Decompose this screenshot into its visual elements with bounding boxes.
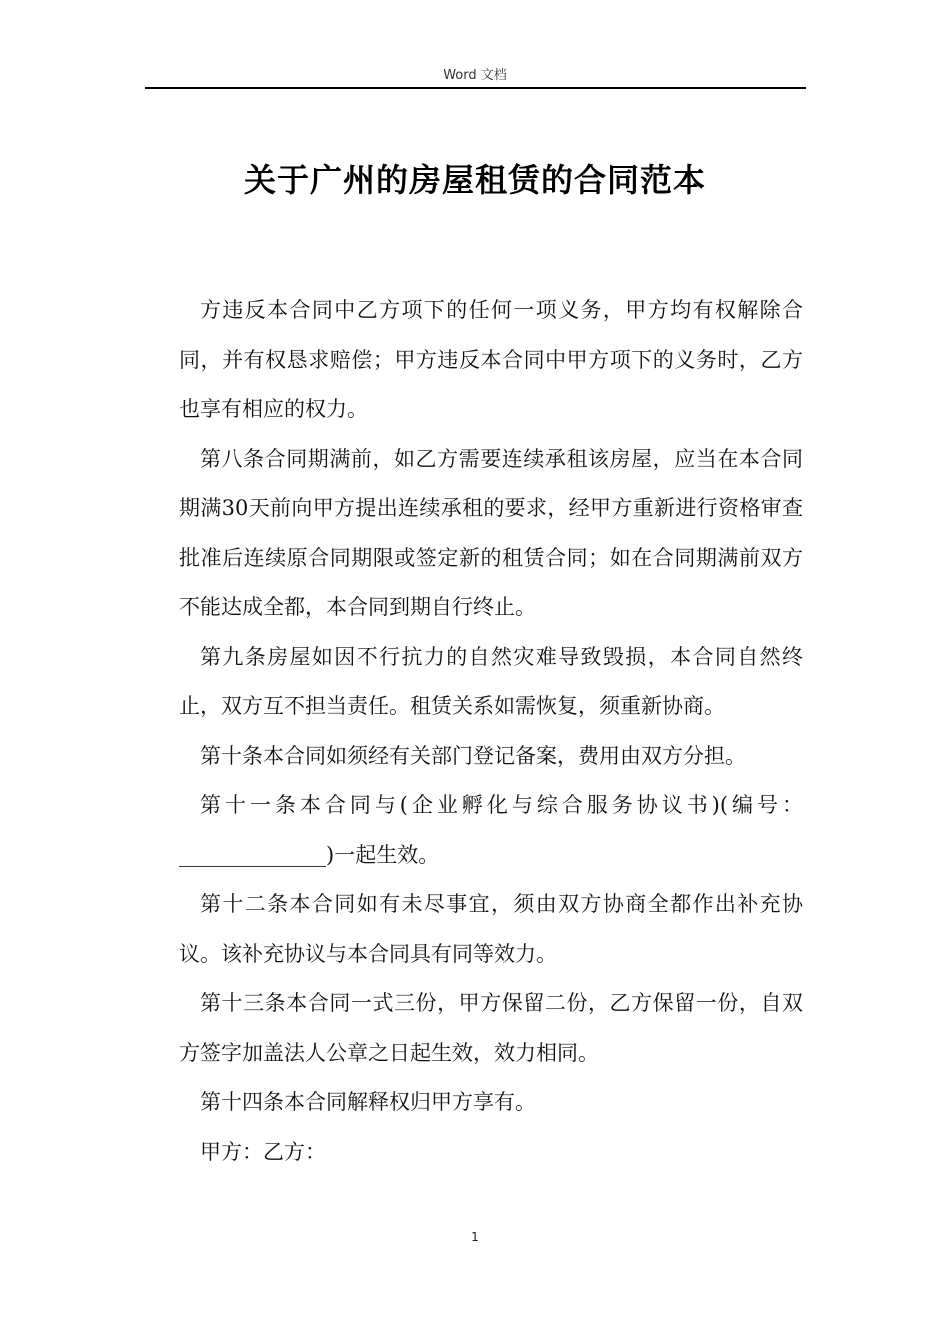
paragraph-breach-clause: 方违反本合同中乙方项下的任何一项义务，甲方均有权解除合同，并有权恳求赔偿；甲方违反本合同中甲方项下的义务时，乙方也享有相应的权力。 xyxy=(179,298,803,421)
paragraph-article-10: 第十条本合同如须经有关部门登记备案，费用由双方分担。 xyxy=(200,743,746,768)
paragraph-article-13: 第十三条本合同一式三份，甲方保留二份，乙方保留一份，自双方签字加盖法人公章之日起生效，效力相同。 xyxy=(179,991,803,1065)
signature-line: 甲方：乙方： xyxy=(200,1139,326,1164)
paragraph-article-12: 第十二条本合同如有未尽事宜，须由双方协商全都作出补充协议。该补充协议与本合同具有同等效力。 xyxy=(179,892,803,966)
header-divider xyxy=(145,87,806,89)
header-text: Word 文档 xyxy=(443,68,507,83)
paragraph-article-11: 第十一条本合同与(企业孵化与综合服务协议书)(编号：______________)一起生效。 xyxy=(179,793,803,867)
paragraph-article-9: 第九条房屋如因不行抗力的自然灾难导致毁损，本合同自然终止，双方互不担当责任。租赁关系如需恢复，须重新协商。 xyxy=(179,644,803,718)
document-body xyxy=(179,286,803,1177)
paragraph-article-8: 第八条合同期满前，如乙方需要连续承租该房屋，应当在本合同期满30天前向甲方提出连续承租的要求，经甲方重新进行资格审查批准后连续原合同期限或签定新的租赁合同；如在合同期满前双方不能达成全都，本合同到期自行终止。 xyxy=(179,446,803,619)
document-title: 关于广州的房屋租赁的合同范本 xyxy=(243,161,706,199)
page-number: 1 xyxy=(471,1230,479,1244)
paragraph-article-14: 第十四条本合同解释权归甲方享有。 xyxy=(200,1090,536,1114)
